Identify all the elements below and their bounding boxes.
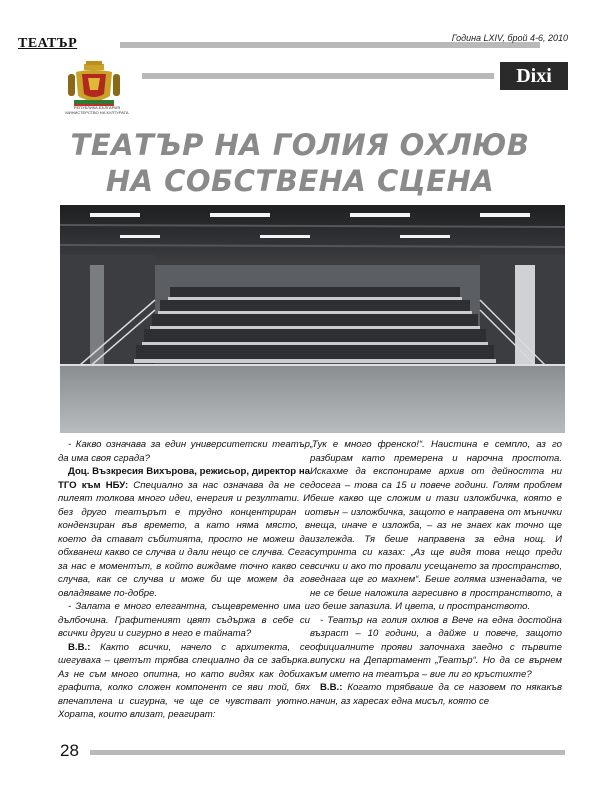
emblem-caption-line: РЕПУБЛИКА БЪЛГАРИЯ [73, 105, 121, 110]
article-title [50, 127, 550, 199]
answer-text: Както всички, начело с архитекта, се шегуваха – цветът трябва специално да се забърка. Аз не съм много опитна, но като видях как добиха графита, колко сложен компонент се яви той, бях впечатлена и сигурна, че ще се чувстват уютно. Хората, които влизат, реагират: [58, 641, 310, 720]
magazine-masthead: ТЕАТЪР [18, 36, 78, 51]
answer-text: Когато трябваше да се назовем по някакъв начин, аз харесах една мисъл, която се [310, 682, 562, 707]
article-column-left [58, 438, 310, 722]
emblem-caption-line: МИНИСТЕРСТВО НА КУЛТУРАТА [65, 110, 129, 115]
article-column-right [310, 438, 562, 708]
speaker-label: В.В.: [320, 682, 343, 693]
emblem-caption [52, 105, 142, 115]
section-label: Dixi [500, 62, 568, 90]
page-number: 28 [60, 741, 79, 760]
section-rule [142, 73, 494, 79]
issue-info: Година LXIV, брой 4-6, 2010 [451, 33, 568, 43]
answer-continuation: „Тук е много френско!“. Наистина е семпло, аз го разбирам като премерена и нарочна простота. Искахме да експонираме архив от дейността ни досега – това са 15 и повече години. Голям проблем беше какво ще сложим и тази изложбичка, която е отвън – изложбичка, защото е направена от мънички неща, иначе е изложба, – аз не знаех как точно ще изглежда. Тя беше направена за една нощ. И сутринта си казах: „Аз ще видя това нещо преди всички и ако то провали усещането за пространство, веднага ще го махнем“. Беше голяма изненадата, че не се беше наложила агресивно в пространството, а го беше запазила. И цвета, и пространството. [310, 439, 562, 612]
footer-rule [90, 750, 565, 755]
speaker-label: Доц. Възкресия Вихърова, режисьор, директор на ТГО към НБУ: [58, 466, 310, 491]
theatre-hall-photo [60, 205, 565, 433]
answer-paragraph [58, 465, 310, 600]
speaker-label: В.В.: [68, 641, 91, 653]
answer-text: Специално за нас означава да не се пилеят толкова много идеи, енергия и резултати. И без друго театърът е трудно концентриран и кондензиран във времето, а като няма място, в което да стават събитията, просто не можеш да обхванеш какво се случва и дали нещо се случва. Сега за нас е моментът, в който виждаме точно какво се случва, как се случва и може би ще можем да го овладяваме по-добре. [58, 479, 311, 599]
title-line: НА СОБСТВЕНА СЦЕНА [105, 164, 495, 198]
question-paragraph: - Залата е много елегантна, същевременно има и дълбочина. Графитеният цвят съдържа в себе си всички други и сигурно в него е тайната? [58, 601, 310, 639]
answer-paragraph [58, 641, 310, 722]
answer-paragraph [310, 681, 562, 708]
question-paragraph: - Театър на голия охлюв в Вече на една достойна възраст – 10 години, а дайже и повече, защото официалните прояви започнаха заедно с първите випуски на Департамент „Театър“. Но да се върнем към името на театъра – вие ли го кръстихте? [310, 614, 562, 680]
title-line: ТЕАТЪР НА ГОЛИЯ ОХЛЮВ [70, 128, 530, 162]
question-paragraph: - Какво означава за един университетски театър да има своя сграда? [58, 439, 310, 464]
